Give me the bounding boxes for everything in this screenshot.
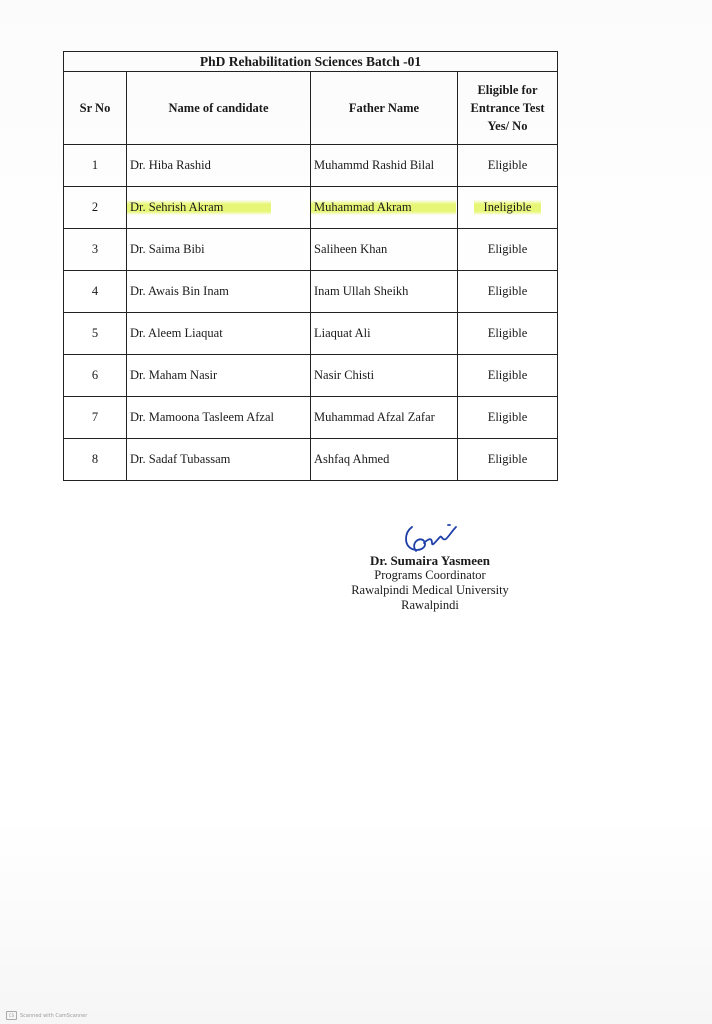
father-name-cell: Nasir Chisti bbox=[311, 355, 458, 397]
father-name-cell: Muhammd Rashid Bilal bbox=[311, 145, 458, 187]
candidate-name-cell: Dr. Mamoona Tasleem Afzal bbox=[127, 397, 311, 439]
eligibility-cell: Eligible bbox=[458, 439, 558, 481]
table-row bbox=[64, 145, 558, 187]
sr-no-cell: 5 bbox=[64, 313, 127, 355]
father-name-cell: Muhammad Afzal Zafar bbox=[311, 397, 458, 439]
table-row bbox=[64, 397, 558, 439]
father-name-cell: Ashfaq Ahmed bbox=[311, 439, 458, 481]
eligibility-cell: Eligible bbox=[458, 355, 558, 397]
candidate-name-cell: Dr. Sadaf Tubassam bbox=[127, 439, 311, 481]
table-row bbox=[64, 439, 558, 481]
header-father-name: Father Name bbox=[311, 72, 458, 145]
eligibility-cell: Eligible bbox=[458, 145, 558, 187]
signatory-designation: Programs Coordinator bbox=[374, 568, 486, 582]
scanner-logo-icon: CS bbox=[6, 1011, 17, 1020]
candidate-name-cell bbox=[127, 187, 311, 229]
header-eligibility bbox=[458, 72, 558, 145]
candidate-name-cell: Dr. Maham Nasir bbox=[127, 355, 311, 397]
sr-no-cell: 8 bbox=[64, 439, 127, 481]
highlighted-father: Muhammad Akram bbox=[311, 198, 456, 216]
sr-no-cell: 7 bbox=[64, 397, 127, 439]
sr-no-cell: 1 bbox=[64, 145, 127, 187]
eligibility-cell: Eligible bbox=[458, 397, 558, 439]
table-title: PhD Rehabilitation Sciences Batch -01 bbox=[64, 52, 558, 72]
father-name-cell bbox=[311, 187, 458, 229]
header-eligibility-line2: Entrance Test bbox=[470, 101, 545, 115]
header-sr-no: Sr No bbox=[64, 72, 127, 145]
candidate-name-cell: Dr. Saima Bibi bbox=[127, 229, 311, 271]
sr-no-cell: 6 bbox=[64, 355, 127, 397]
header-candidate-name: Name of candidate bbox=[127, 72, 311, 145]
highlighted-eligibility: Ineligible bbox=[474, 198, 542, 216]
signatory-name: Dr. Sumaira Yasmeen bbox=[369, 553, 490, 568]
sr-no-cell: 2 bbox=[64, 187, 127, 229]
eligibility-table bbox=[63, 51, 558, 481]
signatory-institution: Rawalpindi Medical University bbox=[351, 583, 509, 597]
header-eligibility-line3: Yes/ No bbox=[487, 119, 528, 133]
father-name-cell: Liaquat Ali bbox=[311, 313, 458, 355]
eligibility-cell bbox=[458, 187, 558, 229]
table-row-highlighted bbox=[64, 187, 558, 229]
header-eligibility-line1: Eligible for bbox=[477, 83, 538, 97]
father-name-cell: Saliheen Khan bbox=[311, 229, 458, 271]
sr-no-cell: 4 bbox=[64, 271, 127, 313]
candidate-name-cell: Dr. Hiba Rashid bbox=[127, 145, 311, 187]
scanner-text: Scanned with CamScanner bbox=[20, 1012, 88, 1019]
candidate-name-cell: Dr. Aleem Liaquat bbox=[127, 313, 311, 355]
eligibility-cell: Eligible bbox=[458, 313, 558, 355]
table-row bbox=[64, 313, 558, 355]
candidate-name-cell: Dr. Awais Bin Inam bbox=[127, 271, 311, 313]
table-row bbox=[64, 229, 558, 271]
eligibility-cell: Eligible bbox=[458, 229, 558, 271]
signatory-city: Rawalpindi bbox=[401, 598, 459, 612]
scanner-watermark bbox=[6, 1011, 87, 1020]
table-row bbox=[64, 355, 558, 397]
sr-no-cell: 3 bbox=[64, 229, 127, 271]
father-name-cell: Inam Ullah Sheikh bbox=[311, 271, 458, 313]
table-row bbox=[64, 271, 558, 313]
signature-block bbox=[330, 520, 530, 613]
highlighted-name: Dr. Sehrish Akram bbox=[127, 198, 271, 216]
eligibility-cell: Eligible bbox=[458, 271, 558, 313]
